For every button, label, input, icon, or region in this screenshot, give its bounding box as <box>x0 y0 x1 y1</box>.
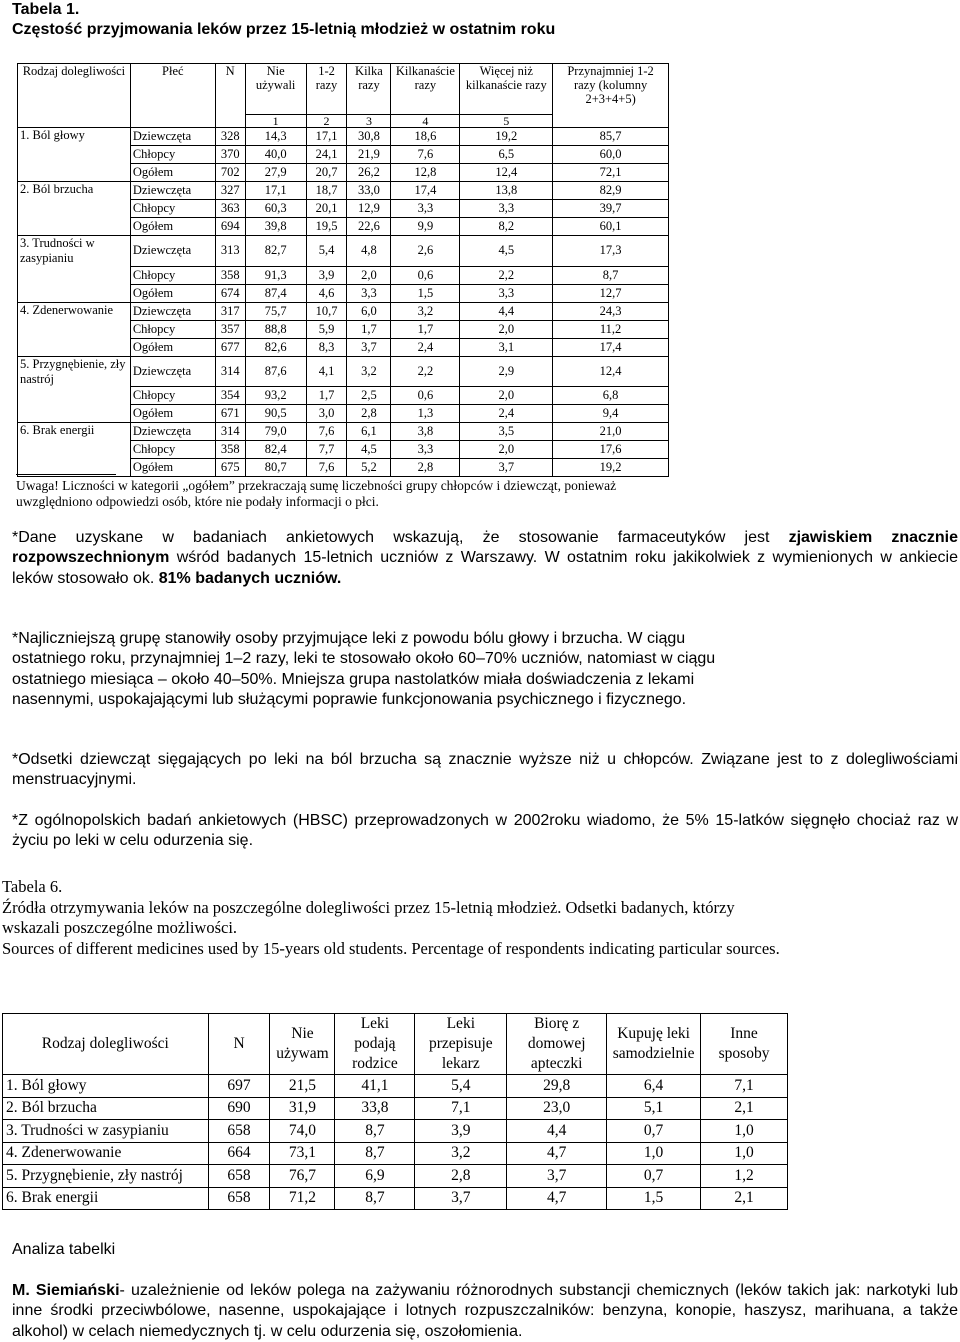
value-cell: 1,7 <box>347 320 391 338</box>
value-cell: 1,0 <box>607 1142 701 1165</box>
value-cell: 73,1 <box>270 1142 335 1165</box>
value-cell: 8,7 <box>335 1187 415 1210</box>
value-cell: 74,0 <box>270 1120 335 1143</box>
value-cell: 354 <box>215 387 245 405</box>
value-cell: 91,3 <box>245 266 306 284</box>
t1-header-1-2: 1-2 razy <box>306 64 347 115</box>
table-row <box>3 1165 788 1188</box>
table6 <box>2 1013 788 1210</box>
t1-header-at-least: Przynajmniej 1-2 razy (kolumny 2+3+4+5) <box>553 64 669 128</box>
value-cell: 3,3 <box>460 200 553 218</box>
value-cell: 17,1 <box>245 182 306 200</box>
value-cell: 8,2 <box>460 218 553 236</box>
complaint-label: 3. Trudności w zasypianiu <box>3 1120 209 1143</box>
value-cell: 5,4 <box>306 236 347 267</box>
t6-header-parents: Leki podają rodzice <box>335 1014 415 1075</box>
value-cell: 313 <box>215 236 245 267</box>
value-cell: 39,8 <box>245 218 306 236</box>
t6-header-other: Inne sposoby <box>701 1014 788 1075</box>
table-row <box>18 284 669 302</box>
complaint-label: 4. Zdenerwowanie <box>3 1142 209 1165</box>
value-cell: 82,4 <box>245 441 306 459</box>
value-cell: 24,1 <box>306 146 347 164</box>
value-cell: 19,2 <box>553 459 669 477</box>
note-divider <box>16 474 116 475</box>
value-cell: 8,3 <box>306 338 347 356</box>
sex-cell: Ogółem <box>130 284 215 302</box>
value-cell: 3,2 <box>347 356 391 387</box>
complaint-label: 6. Brak energii <box>3 1187 209 1210</box>
complaint-label: 1. Ból głowy <box>18 128 131 146</box>
value-cell: 2,1 <box>701 1187 788 1210</box>
value-cell: 76,7 <box>270 1165 335 1188</box>
value-cell: 317 <box>215 302 245 320</box>
value-cell: 314 <box>215 356 245 387</box>
table1-title: Częstość przyjmowania leków przez 15-letnią młodzież w ostatnim roku <box>12 21 556 38</box>
complaint-label: 6. Brak energii <box>18 423 131 441</box>
value-cell: 2,0 <box>460 387 553 405</box>
value-cell: 12,4 <box>553 356 669 387</box>
value-cell: 10,7 <box>306 302 347 320</box>
t1-col-number: 3 <box>347 115 391 128</box>
value-cell: 658 <box>208 1120 270 1143</box>
value-cell: 14,3 <box>245 128 306 146</box>
value-cell: 3,7 <box>347 338 391 356</box>
value-cell: 327 <box>215 182 245 200</box>
complaint-label-cont <box>18 266 131 284</box>
table-row <box>3 1142 788 1165</box>
value-cell: 3,1 <box>460 338 553 356</box>
t6-header-buy: Kupuję leki samodzielnie <box>607 1014 701 1075</box>
value-cell: 5,9 <box>306 320 347 338</box>
value-cell: 9,4 <box>553 405 669 423</box>
p1-text-b: wśród badanych 15-letnich uczniów z Warszawy. W ostatnim roku jakikolwiek z wymienionych w ankiecie leków stosowało ok. <box>12 549 958 587</box>
value-cell: 20,7 <box>306 164 347 182</box>
value-cell: 17,3 <box>553 236 669 267</box>
value-cell: 697 <box>208 1075 270 1098</box>
value-cell: 4,8 <box>347 236 391 267</box>
value-cell: 6,5 <box>460 146 553 164</box>
table-row <box>18 387 669 405</box>
value-cell: 363 <box>215 200 245 218</box>
value-cell: 39,7 <box>553 200 669 218</box>
t6-header-doctor: Leki przepisuje lekarz <box>415 1014 507 1075</box>
value-cell: 3,5 <box>460 423 553 441</box>
t6-header-n: N <box>208 1014 270 1075</box>
sex-cell: Dziewczęta <box>130 128 215 146</box>
value-cell: 4,7 <box>507 1187 607 1210</box>
paragraph-2: *Najliczniejszą grupę stanowiły osoby przyjmujące leki z powodu bólu głowy i brzucha. W ciągu ostatniego roku, przynajmniej 1–2 razy, leki te stosowało około 60–70% uczniów, natomiast w ciągu ostatniego miesiąca – około 40–50%. Mniejsza grupa nastolatków miała doświadczenia z lekami nasennymi, uspokajającymi lub służącymi poprawie funkcjonowania psychicznego i fizycznego. <box>12 630 716 708</box>
table6-title-pl: Źródła otrzymywania leków na poszczególne dolegliwości przez 15-letnią młodzież. Odsetki badanych, którzy wskazali poszczególne możliwości. <box>2 897 735 937</box>
value-cell: 2,0 <box>460 441 553 459</box>
value-cell: 12,9 <box>347 200 391 218</box>
value-cell: 1,0 <box>701 1120 788 1143</box>
value-cell: 2,2 <box>391 356 460 387</box>
value-cell: 658 <box>208 1165 270 1188</box>
sex-cell: Dziewczęta <box>130 236 215 267</box>
value-cell: 7,6 <box>306 459 347 477</box>
value-cell: 23,0 <box>507 1097 607 1120</box>
value-cell: 27,9 <box>245 164 306 182</box>
complaint-label-cont <box>18 284 131 302</box>
value-cell: 8,7 <box>335 1120 415 1143</box>
t1-header-more: Więcej niż kilkanaście razy <box>460 64 553 115</box>
value-cell: 0,6 <box>391 387 460 405</box>
value-cell: 4,4 <box>507 1120 607 1143</box>
sex-cell: Ogółem <box>130 164 215 182</box>
value-cell: 72,1 <box>553 164 669 182</box>
sex-cell: Chłopcy <box>130 146 215 164</box>
value-cell: 3,2 <box>415 1142 507 1165</box>
table-row <box>18 302 669 320</box>
value-cell: 2,8 <box>391 459 460 477</box>
table1 <box>17 63 669 477</box>
table-row <box>18 320 669 338</box>
t1-col-number: 4 <box>391 115 460 128</box>
value-cell: 6,4 <box>607 1075 701 1098</box>
value-cell: 2,0 <box>347 266 391 284</box>
value-cell: 1,2 <box>701 1165 788 1188</box>
value-cell: 2,6 <box>391 236 460 267</box>
value-cell: 24,3 <box>553 302 669 320</box>
t1-col-number: 1 <box>245 115 306 128</box>
sex-cell: Dziewczęta <box>130 356 215 387</box>
value-cell: 6,8 <box>553 387 669 405</box>
value-cell: 2,8 <box>415 1165 507 1188</box>
complaint-label-cont <box>18 405 131 423</box>
table-row <box>18 200 669 218</box>
analysis-author: M. Siemiański <box>12 1282 120 1299</box>
value-cell: 2,0 <box>460 320 553 338</box>
value-cell: 3,3 <box>391 200 460 218</box>
value-cell: 87,4 <box>245 284 306 302</box>
value-cell: 3,7 <box>507 1165 607 1188</box>
value-cell: 22,6 <box>347 218 391 236</box>
value-cell: 677 <box>215 338 245 356</box>
value-cell: 17,1 <box>306 128 347 146</box>
value-cell: 60,3 <box>245 200 306 218</box>
value-cell: 2,1 <box>701 1097 788 1120</box>
value-cell: 5,2 <box>347 459 391 477</box>
t1-col-number: 5 <box>460 115 553 128</box>
value-cell: 3,9 <box>415 1120 507 1143</box>
sex-cell: Chłopcy <box>130 320 215 338</box>
value-cell: 26,2 <box>347 164 391 182</box>
value-cell: 12,4 <box>460 164 553 182</box>
complaint-label-cont <box>18 320 131 338</box>
value-cell: 3,9 <box>306 266 347 284</box>
value-cell: 4,1 <box>306 356 347 387</box>
complaint-label-cont <box>18 164 131 182</box>
value-cell: 12,8 <box>391 164 460 182</box>
table-row <box>18 356 669 387</box>
value-cell: 2,4 <box>460 405 553 423</box>
table-row <box>18 405 669 423</box>
complaint-label: 5. Przygnębienie, zły nastrój <box>18 356 131 387</box>
value-cell: 1,3 <box>391 405 460 423</box>
t1-header-a-dozen: Kilkanaście razy <box>391 64 460 115</box>
value-cell: 90,5 <box>245 405 306 423</box>
value-cell: 674 <box>215 284 245 302</box>
value-cell: 40,0 <box>245 146 306 164</box>
value-cell: 9,9 <box>391 218 460 236</box>
complaint-label: 2. Ból brzucha <box>18 182 131 200</box>
value-cell: 17,4 <box>391 182 460 200</box>
value-cell: 29,8 <box>507 1075 607 1098</box>
value-cell: 314 <box>215 423 245 441</box>
t1-header-never: Nie używali <box>245 64 306 115</box>
t6-header-complaint: Rodzaj dolegliwości <box>3 1014 209 1075</box>
t1-header-sex: Płeć <box>130 64 215 128</box>
value-cell: 11,2 <box>553 320 669 338</box>
t6-header-not-using: Nie używam <box>270 1014 335 1075</box>
paragraph-3: *Odsetki dziewcząt sięgających po leki na ból brzucha są znacznie wyższe niż u chłopców. Związane jest to z dolegliwościami menstruacyjnymi. <box>12 751 958 789</box>
t1-header-several: Kilka razy <box>347 64 391 115</box>
value-cell: 3,3 <box>391 441 460 459</box>
analysis-paragraph <box>12 1281 958 1342</box>
value-cell: 18,7 <box>306 182 347 200</box>
value-cell: 4,4 <box>460 302 553 320</box>
value-cell: 6,9 <box>335 1165 415 1188</box>
value-cell: 4,5 <box>460 236 553 267</box>
value-cell: 12,7 <box>553 284 669 302</box>
value-cell: 1,5 <box>607 1187 701 1210</box>
value-cell: 357 <box>215 320 245 338</box>
value-cell: 1,0 <box>701 1142 788 1165</box>
value-cell: 671 <box>215 405 245 423</box>
table-row <box>3 1120 788 1143</box>
value-cell: 33,0 <box>347 182 391 200</box>
analysis-label: Analiza tabelki <box>12 1241 116 1258</box>
sex-cell: Chłopcy <box>130 200 215 218</box>
value-cell: 30,8 <box>347 128 391 146</box>
value-cell: 0,6 <box>391 266 460 284</box>
table-row <box>18 236 669 267</box>
table-row <box>18 338 669 356</box>
complaint-label: 5. Przygnębienie, zły nastrój <box>3 1165 209 1188</box>
value-cell: 19,5 <box>306 218 347 236</box>
value-cell: 664 <box>208 1142 270 1165</box>
complaint-label-cont <box>18 441 131 459</box>
value-cell: 3,0 <box>306 405 347 423</box>
complaint-label-cont <box>18 218 131 236</box>
sex-cell: Dziewczęta <box>130 423 215 441</box>
value-cell: 675 <box>215 459 245 477</box>
complaint-label-cont <box>18 146 131 164</box>
table1-note: Uwaga! Liczności w kategorii „ogółem” przekraczają sumę liczebności grupy chłopców i dziewcząt, ponieważ uwzględniono odpowiedzi osób, które nie podały informacji o płci. <box>16 478 617 509</box>
value-cell: 8,7 <box>335 1142 415 1165</box>
value-cell: 702 <box>215 164 245 182</box>
value-cell: 7,6 <box>306 423 347 441</box>
table-row <box>18 146 669 164</box>
table-row <box>18 182 669 200</box>
value-cell: 80,7 <box>245 459 306 477</box>
value-cell: 658 <box>208 1187 270 1210</box>
value-cell: 18,6 <box>391 128 460 146</box>
table-row <box>18 441 669 459</box>
paragraph-1 <box>12 528 958 589</box>
value-cell: 358 <box>215 441 245 459</box>
complaint-label: 4. Zdenerwowanie <box>18 302 131 320</box>
value-cell: 17,4 <box>553 338 669 356</box>
value-cell: 694 <box>215 218 245 236</box>
paragraph-4: *Z ogólnopolskich badań ankietowych (HBSC) przeprowadzonych w 2002roku wiadomo, że 5% 15-latków sięgnęło chociaż raz w życiu po leki w celu odurzenia się. <box>12 812 958 850</box>
value-cell: 358 <box>215 266 245 284</box>
value-cell: 370 <box>215 146 245 164</box>
value-cell: 3,7 <box>460 459 553 477</box>
value-cell: 21,5 <box>270 1075 335 1098</box>
value-cell: 7,6 <box>391 146 460 164</box>
value-cell: 0,7 <box>607 1165 701 1188</box>
value-cell: 6,0 <box>347 302 391 320</box>
value-cell: 2,4 <box>391 338 460 356</box>
sex-cell: Chłopcy <box>130 387 215 405</box>
t6-header-home: Biorę z domowej apteczki <box>507 1014 607 1075</box>
value-cell: 4,5 <box>347 441 391 459</box>
value-cell: 60,0 <box>553 146 669 164</box>
t1-header-complaint: Rodzaj dolegliwości <box>18 64 131 128</box>
sex-cell: Dziewczęta <box>130 182 215 200</box>
value-cell: 82,9 <box>553 182 669 200</box>
table-row <box>18 128 669 146</box>
value-cell: 4,7 <box>507 1142 607 1165</box>
table-row <box>18 164 669 182</box>
complaint-label-cont <box>18 387 131 405</box>
sex-cell: Chłopcy <box>130 266 215 284</box>
value-cell: 17,6 <box>553 441 669 459</box>
value-cell: 3,2 <box>391 302 460 320</box>
table6-title-en: Sources of different medicines used by 15-years old students. Percentage of respondents indicating particular sources. <box>2 938 780 958</box>
value-cell: 690 <box>208 1097 270 1120</box>
table6-label: Tabela 6. <box>2 877 63 896</box>
value-cell: 6,1 <box>347 423 391 441</box>
value-cell: 7,1 <box>701 1075 788 1098</box>
value-cell: 3,3 <box>347 284 391 302</box>
value-cell: 82,7 <box>245 236 306 267</box>
sex-cell: Chłopcy <box>130 441 215 459</box>
complaint-label: 2. Ból brzucha <box>3 1097 209 1120</box>
value-cell: 41,1 <box>335 1075 415 1098</box>
value-cell: 79,0 <box>245 423 306 441</box>
value-cell: 2,8 <box>347 405 391 423</box>
p1-bold-b: 81% badanych uczniów. <box>158 569 342 587</box>
t1-body <box>18 128 669 477</box>
sex-cell: Ogółem <box>130 405 215 423</box>
value-cell: 71,2 <box>270 1187 335 1210</box>
value-cell: 82,6 <box>245 338 306 356</box>
value-cell: 3,7 <box>415 1187 507 1210</box>
table-row <box>18 218 669 236</box>
value-cell: 2,9 <box>460 356 553 387</box>
value-cell: 5,4 <box>415 1075 507 1098</box>
value-cell: 1,5 <box>391 284 460 302</box>
value-cell: 33,8 <box>335 1097 415 1120</box>
table6-heading <box>2 877 782 959</box>
table-row <box>18 423 669 441</box>
table-row <box>3 1097 788 1120</box>
value-cell: 88,8 <box>245 320 306 338</box>
value-cell: 4,6 <box>306 284 347 302</box>
value-cell: 1,7 <box>306 387 347 405</box>
value-cell: 87,6 <box>245 356 306 387</box>
value-cell: 19,2 <box>460 128 553 146</box>
sex-cell: Ogółem <box>130 218 215 236</box>
value-cell: 75,7 <box>245 302 306 320</box>
complaint-label: 3. Trudności w zasypianiu <box>18 236 131 267</box>
sex-cell: Ogółem <box>130 459 215 477</box>
value-cell: 31,9 <box>270 1097 335 1120</box>
table-row <box>3 1187 788 1210</box>
t1-col-number: 2 <box>306 115 347 128</box>
sex-cell: Ogółem <box>130 338 215 356</box>
value-cell: 8,7 <box>553 266 669 284</box>
value-cell: 21,9 <box>347 146 391 164</box>
value-cell: 93,2 <box>245 387 306 405</box>
value-cell: 7,7 <box>306 441 347 459</box>
value-cell: 0,7 <box>607 1120 701 1143</box>
value-cell: 20,1 <box>306 200 347 218</box>
complaint-label-cont <box>18 200 131 218</box>
t6-body <box>3 1075 788 1210</box>
value-cell: 328 <box>215 128 245 146</box>
complaint-label-cont <box>18 338 131 356</box>
table-row <box>18 266 669 284</box>
value-cell: 3,3 <box>460 284 553 302</box>
p1-text-a: *Dane uzyskane w badaniach ankietowych wskazują, że stosowanie farmaceutyków jest <box>12 529 789 546</box>
table1-label: Tabela 1. <box>12 1 80 18</box>
value-cell: 1,7 <box>391 320 460 338</box>
value-cell: 7,1 <box>415 1097 507 1120</box>
value-cell: 5,1 <box>607 1097 701 1120</box>
value-cell: 60,1 <box>553 218 669 236</box>
table-row <box>3 1075 788 1098</box>
value-cell: 21,0 <box>553 423 669 441</box>
t1-header-n: N <box>215 64 245 128</box>
value-cell: 2,5 <box>347 387 391 405</box>
sex-cell: Dziewczęta <box>130 302 215 320</box>
p1-bold-a: zjawiskiem znacznie rozpowszechnionym <box>12 529 959 567</box>
analysis-text: - uzależnienie od leków polega na zażywaniu różnorodnych substancji chemicznych (leków takich jak: narkotyki lub inne środki przeciwbólowe, nasenne, uspokajające i lotnych rozpuszczalników: benzyna, konopie, haszysz, marihuana, a także alkohol) w celach niemedycznych tj. w celu odurzenia się, oszołomienia. <box>12 1282 959 1340</box>
value-cell: 85,7 <box>553 128 669 146</box>
value-cell: 2,2 <box>460 266 553 284</box>
value-cell: 3,8 <box>391 423 460 441</box>
complaint-label: 1. Ból głowy <box>3 1075 209 1098</box>
value-cell: 13,8 <box>460 182 553 200</box>
